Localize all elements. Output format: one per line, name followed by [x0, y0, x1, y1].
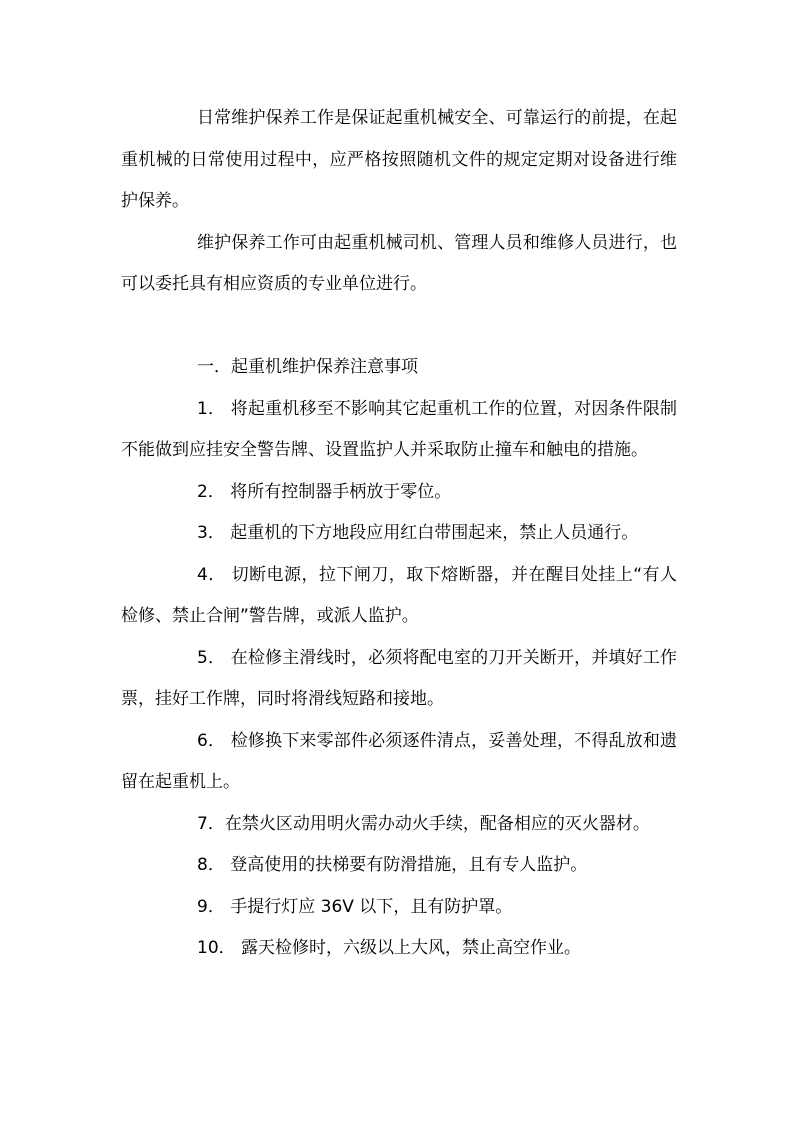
blank-line — [121, 306, 677, 348]
intro-paragraph-2: 维护保养工作可由起重机械司机、管理人员和维修人员进行，也可以委托具有相应资质的专业单位进行。 — [121, 232, 677, 294]
list-item-10: 10． 露天检修时，六级以上大风，禁止高空作业。 — [197, 938, 582, 958]
document-body — [121, 98, 677, 970]
list-item-5: 5． 在检修主滑线时，必须将配电室的刀开关断开，并填好工作票，挂好工作牌，同时将滑线短路和接地。 — [121, 647, 677, 709]
list-item-9: 9． 手提行灯应 36V 以下，且有防护罩。 — [197, 896, 513, 917]
list-item-3: 3． 起重机的下方地段应用红白带围起来，禁止人员通行。 — [197, 523, 639, 543]
list-item-4: 4． 切断电源，拉下闸刀，取下熔断器，并在醒目处挂上“有人检修、禁止合闸”警告牌，或派人监护。 — [121, 564, 677, 626]
list-item-8: 8． 登高使用的扶梯要有防滑措施，且有专人监护。 — [197, 855, 588, 875]
list-item-7: 7．在禁火区动用明火需办动火手续，配备相应的灭火器材。 — [197, 813, 650, 834]
list-item-6: 6． 检修换下来零部件必须逐件清点，妥善处理，不得乱放和遗留在起重机上。 — [121, 730, 677, 792]
section-heading: 一．起重机维护保养注意事项 — [197, 357, 418, 377]
list-item-2: 2． 将所有控制器手柄放于零位。 — [197, 481, 452, 502]
list-item-1: 1． 将起重机移至不影响其它起重机工作的位置，对因条件限制不能做到应挂安全警告牌、设置监护人并采取防止撞车和触电的措施。 — [121, 398, 677, 460]
intro-paragraph-1: 日常维护保养工作是保证起重机械安全、可靠运行的前提，在起重机械的日常使用过程中，应严格按照随机文件的规定定期对设备进行维护保养。 — [121, 108, 677, 211]
